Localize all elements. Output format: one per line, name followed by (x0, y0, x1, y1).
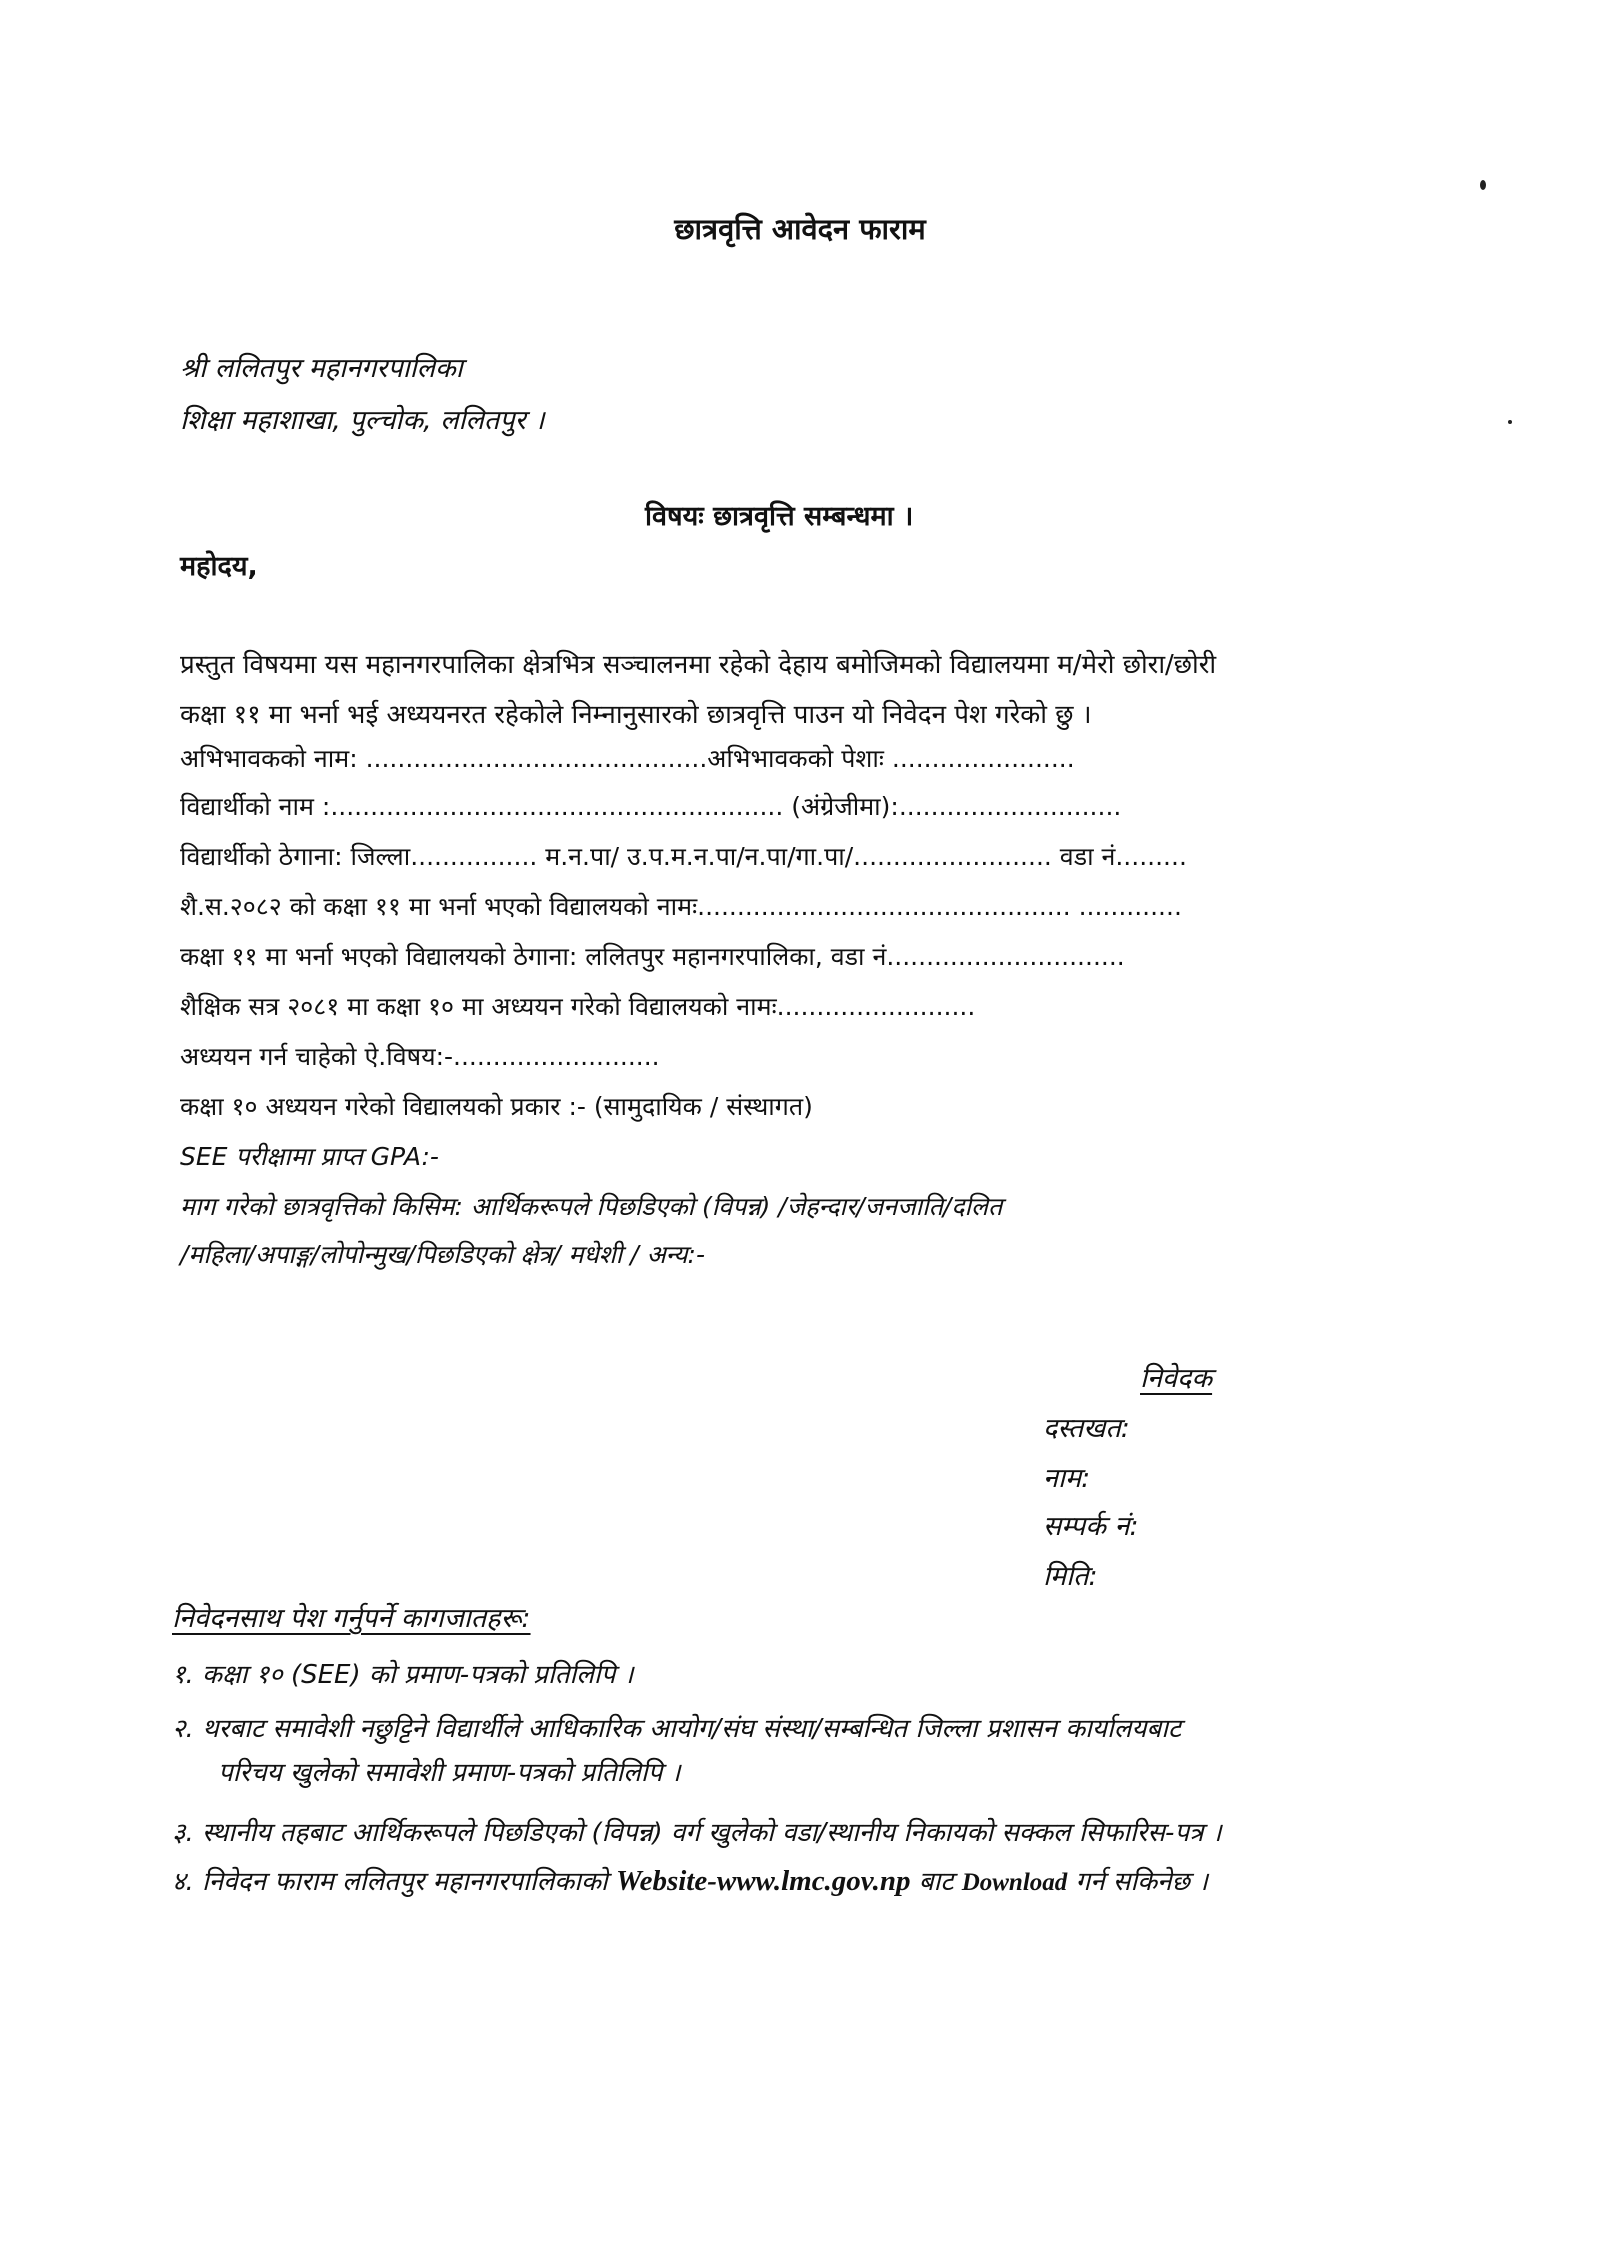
field-gpa: SEE परीक्षामा प्राप्त GPA:- (180, 1142, 439, 1171)
form-title: छात्रवृत्ति आवेदन फाराम (674, 212, 926, 246)
body-line-1: प्रस्तुत विषयमा यस महानगरपालिका क्षेत्रभित्र सञ्चालनमा रहेको देहाय बमोजिमको विद्यालयमा म/मेरो छोरा/छोरी (180, 650, 1217, 680)
item4-prefix: ४. निवेदन फाराम ललितपुर महानगरपालिकाको (172, 1867, 616, 1897)
scan-speck (1480, 180, 1486, 190)
document-item-1: १. कक्षा १० (SEE) को प्रमाण-पत्रको प्रतिलिपि । (172, 1660, 634, 1690)
body-line-2: कक्षा ११ मा भर्ना भई अध्ययनरत रहेकोले निम्नानुसारको छात्रवृत्ति पाउन यो निवेदन पेश गरेको छु । (180, 700, 1092, 730)
contact-label: सम्पर्क नं: (1043, 1511, 1139, 1542)
salutation: महोदय, (180, 551, 258, 582)
field-student-name: विद्यार्थीको नाम :......................................................... (अंग्रेजीमा):............................ (180, 792, 1122, 821)
field-subject: अध्ययन गर्न चाहेको ऐ.विषय:-.......................... (180, 1042, 660, 1071)
field-student-address: विद्यार्थीको ठेगाना: जिल्ला................ म.न.पा/ उ.प.म.न.पा/न.पा/गा.पा/......................... वडा नं......... (180, 842, 1187, 871)
document-item-2: २. थरबाट समावेशी नछुट्टिने विद्यार्थीले आधिकारिक आयोग/संघ संस्था/सम्बन्धित जिल्ला प्रशासन कार्यालयबाट (172, 1714, 1182, 1744)
item4-middle: बाट (910, 1867, 962, 1897)
field-scholarship-type-cont: /महिला/अपाङ्ग/लोपोन्मुख/पिछडिएको क्षेत्र/ मधेशी / अन्य:- (180, 1240, 705, 1269)
date-label: मिति: (1043, 1561, 1098, 1592)
website-text: Website-www.lmc.gov.np (615, 1865, 911, 1897)
document-item-3: ३. स्थानीय तहबाट आर्थिकरूपले पिछडिएको (विपन्न) वर्ग खुलेको वडा/स्थानीय निकायको सक्कल सिफारिस-पत्र । (172, 1818, 1222, 1848)
subject: विषयः छात्रवृत्ति सम्बन्धमा । (645, 501, 914, 532)
item4-suffix: गर्न सकिनेछ । (1067, 1867, 1208, 1897)
scan-speck (1508, 420, 1512, 424)
documents-heading: निवेदनसाथ पेश गर्नुपर्ने कागजातहरू: (172, 1603, 531, 1634)
document-item-2-cont: परिचय खुलेको समावेशी प्रमाण-पत्रको प्रतिलिपि । (218, 1758, 681, 1788)
field-grade11-school: शै.स.२०८२ को कक्षा ११ मा भर्ना भएको विद्यालयको नामः............................................... ............. (180, 892, 1182, 921)
recipient-line-2: शिक्षा महाशाखा, पुल्चोक, ललितपुर । (180, 405, 545, 436)
recipient-line-1: श्री ललितपुर महानगरपालिका (180, 353, 463, 384)
download-text: Download (961, 1869, 1068, 1896)
field-scholarship-type: माग गरेको छात्रवृत्तिको किसिम: आर्थिकरूपले पिछडिएको (विपन्न) /जेहन्दार/जनजाति/दलित (180, 1192, 1003, 1221)
applicant-heading: निवेदक (1140, 1363, 1213, 1394)
signature-label: दस्तखत: (1043, 1413, 1130, 1444)
document-item-4 (172, 1864, 1208, 1900)
field-grade11-school-address: कक्षा ११ मा भर्ना भएको विद्यालयको ठेगाना: ललितपुर महानगरपालिका, वडा नं.............................. (180, 942, 1125, 971)
name-label: नाम: (1043, 1463, 1091, 1494)
field-school-type: कक्षा १० अध्ययन गरेको विद्यालयको प्रकार :- (सामुदायिक / संस्थागत) (180, 1092, 813, 1121)
field-grade10-school: शैक्षिक सत्र २०८१ मा कक्षा १० मा अध्ययन गरेको विद्यालयको नामः......................... (180, 992, 976, 1021)
field-guardian: अभिभावकको नाम: ...........................................अभिभावकको पेशाः ....................... (180, 744, 1075, 773)
